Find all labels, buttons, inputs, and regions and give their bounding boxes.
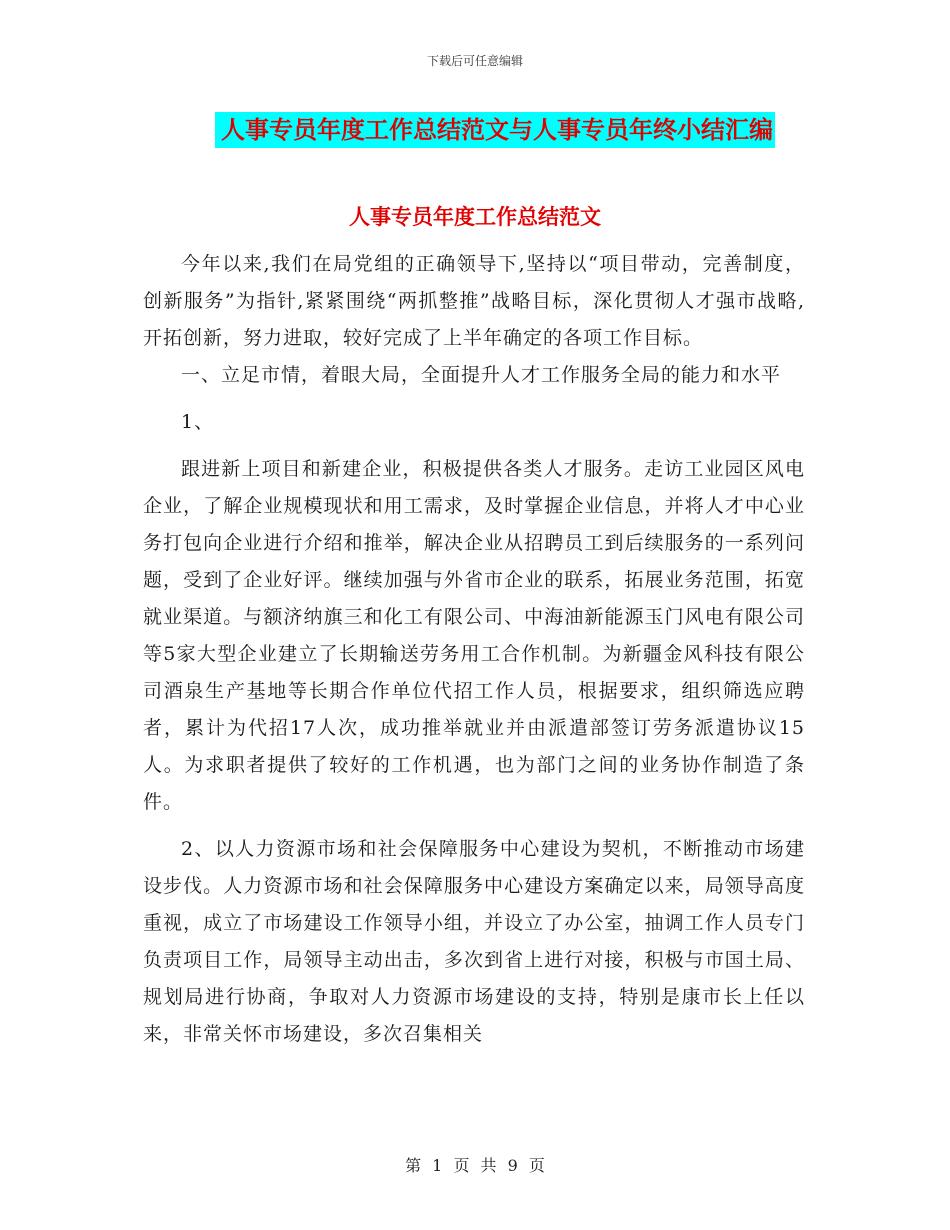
document-title-wrap <box>0 112 950 148</box>
section-title: 人事专员年度工作总结范文 <box>349 204 601 229</box>
document-body <box>143 246 805 1053</box>
page-footer-label: 第 1 页 共 9 页 <box>405 1156 545 1175</box>
paragraph-intro: 今年以来,我们在局党组的正确领导下,坚持以“项目带动，完善制度，创新服务”为指针,紧紧围绕“两抓整推”战略目标，深化贯彻人才强市战略,开拓创新，努力进取，较好完成了上半年确定的各项工作目标。 <box>143 253 805 349</box>
paragraph-item-2: 2、以人力资源市场和社会保障服务中心建设为契机，不断推动市场建设步伐。人力资源市场和社会保障服务中心建设方案确定以来，局领导高度重视，成立了市场建设工作领导小组，并设立了办公室，抽调工作人员专门负责项目工作，局领导主动出击，多次到省上进行对接，积极与市国土局、规划局进行协商，争取对人力资源市场建设的支持，特别是康市长上任以来，非常关怀市场建设，多次召集相关 <box>143 838 805 1045</box>
paragraph-item-1-body: 跟进新上项目和新建企业，积极提供各类人才服务。走访工业园区风电企业，了解企业规模现状和用工需求，及时掌握企业信息，并将人才中心业务打包向企业进行介绍和推举，解决企业从招聘员工到后续服务的一系列问题，受到了企业好评。继续加强与外省市企业的联系，拓展业务范围，拓宽就业渠道。与额济纳旗三和化工有限公司、中海油新能源玉门风电有限公司等5家大型企业建立了长期输送劳务用工合作机制。为新疆金风科技有限公司酒泉生产基地等长期合作单位代招工作人员，根据要求，组织筛选应聘者，累计为代招17人次，成功推举就业并由派遣部签订劳务派遣协议15人。为求职者提供了较好的工作机遇，也为部门之间的业务协作制造了条件。 <box>143 458 805 813</box>
paragraph-item-1-number: 1、 <box>181 411 215 433</box>
paragraph-heading-1: 一、立足市情，着眼大局，全面提升人才工作服务全局的能力和水平 <box>181 364 782 386</box>
document-title: 人事专员年度工作总结范文与人事专员年终小结汇编 <box>215 112 775 148</box>
page-header-note: 下载后可任意编辑 <box>426 54 523 68</box>
